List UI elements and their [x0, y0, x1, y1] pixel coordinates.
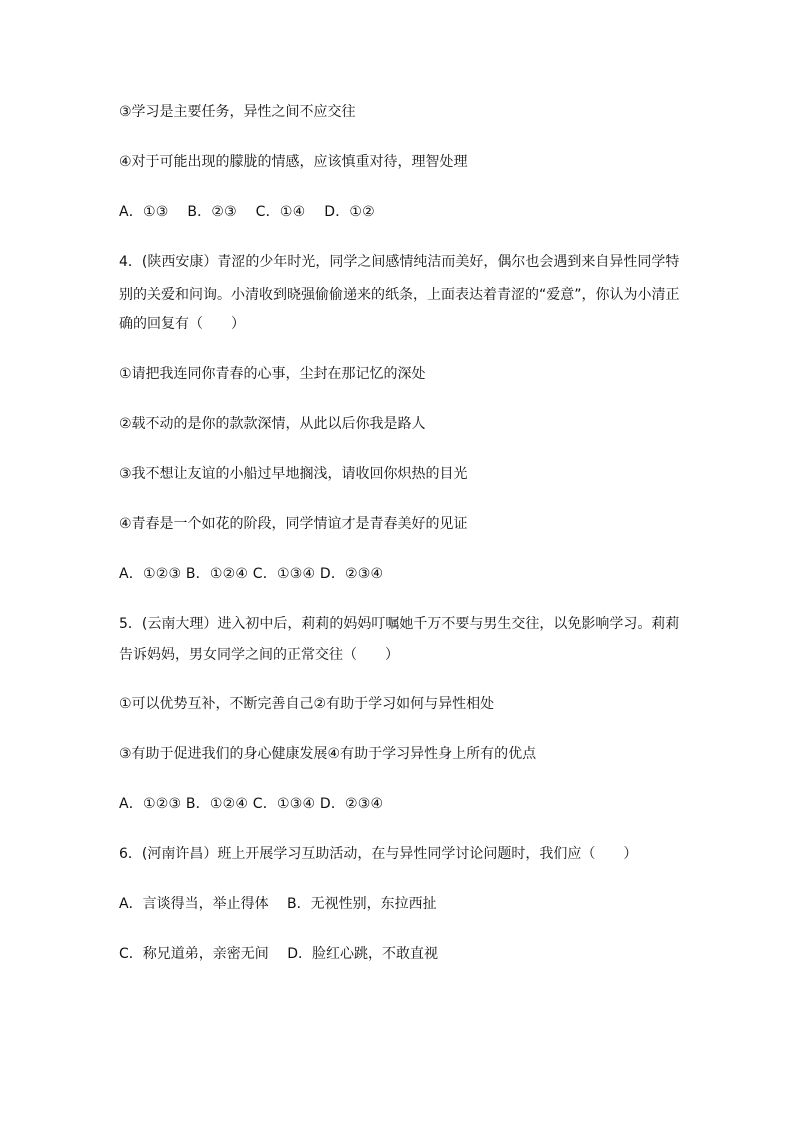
q6-stem: 6．(河南许昌）班上开展学习互助活动，在与异性同学讨论问题时，我们应（ ） — [119, 846, 638, 862]
q6-options-a-b: A．言谈得当，举止得体 B．无视性别，东拉西扯 — [119, 896, 437, 912]
q4-stem-line-1: 4．(陕西安康）青涩的少年时光，同学之间感情纯洁而美好，偶尔也会遇到来自异性同学特 — [119, 254, 680, 270]
q5-statements-1-2: ①可以优势互补，不断完善自己②有助于学习如何与异性相处 — [119, 696, 495, 712]
q4-statement-4: ④青春是一个如花的阶段，同学情谊才是青春美好的见证 — [119, 516, 468, 532]
q5-options: A．①②③ B．①②④ C．①③④ D．②③④ — [119, 796, 384, 812]
q3-options: A．①③ B．②③ C．①④ D．①② — [119, 204, 375, 220]
q4-stem-line-2: 别的关爱和问询。小清收到晓强偷偷递来的纸条，上面表达着青涩的“爱意”，你认为小清正 — [119, 287, 680, 303]
q4-statement-2: ②载不动的是你的款款深情，从此以后你我是路人 — [119, 416, 426, 432]
q6-options-c-d: C．称兄道弟，亲密无间 D．脸红心跳，不敢直视 — [119, 946, 439, 962]
q3-statement-3: ③学习是主要任务，异性之间不应交往 — [119, 104, 356, 120]
q5-statements-3-4: ③有助于促进我们的身心健康发展④有助于学习异性身上所有的优点 — [119, 746, 537, 762]
q4-options: A．①②③ B．①②④ C．①③④ D．②③④ — [119, 566, 384, 582]
q3-statement-4: ④对于可能出现的朦胧的情感，应该慎重对待，理智处理 — [119, 154, 468, 170]
q5-stem-line-2: 告诉妈妈，男女同学之间的正常交往（ ） — [119, 647, 399, 663]
q4-statement-1: ①请把我连同你青春的心事，尘封在那记忆的深处 — [119, 366, 426, 382]
q4-stem-line-3: 确的回复有（ ） — [119, 316, 245, 332]
q4-statement-3: ③我不想让友谊的小船过早地搁浅，请收回你炽热的目光 — [119, 466, 468, 482]
q5-stem-line-1: 5．(云南大理）进入初中后，莉莉的妈妈叮嘱她千万不要与男生交往，以免影响学习。莉莉 — [119, 616, 680, 632]
